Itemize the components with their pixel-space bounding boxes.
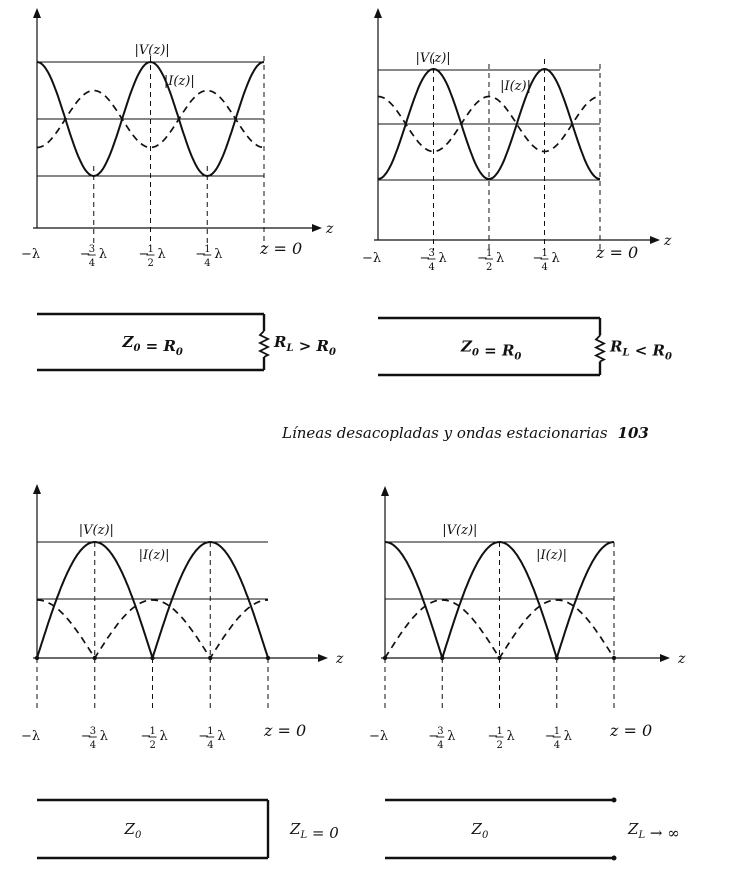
tick-label-three-quarter-num: 3	[89, 726, 97, 737]
tick-label-three-quarter-unit: λ	[99, 729, 108, 744]
tick-label-three-quarter-unit: λ	[447, 729, 456, 744]
tick-label-quarter-num: 1	[207, 726, 214, 737]
tick-label-quarter-den: 4	[541, 262, 548, 273]
z-axis-arrow	[312, 224, 322, 232]
tick-label-quarter-minus: −	[544, 729, 556, 744]
tick-label-three-quarter-num: 3	[437, 726, 444, 737]
tick-label-quarter-unit: λ	[214, 247, 223, 262]
zero-dot	[35, 656, 39, 660]
tick-label-half-den: 2	[496, 740, 503, 751]
zero-dot	[208, 656, 212, 660]
tick-label-quarter-num: 1	[204, 244, 211, 255]
panel-c	[21, 484, 344, 858]
tick-label-half-den: 2	[149, 740, 156, 751]
tick-label-three-quarter-unit: λ	[98, 247, 107, 262]
tick-label-half-minus: −	[138, 247, 150, 262]
tick-label-three-quarter-num: 3	[428, 248, 435, 259]
tick-label-half-minus: −	[140, 729, 152, 744]
origin-label: z = 0	[264, 721, 307, 740]
tick-label-half-num: 1	[486, 248, 493, 259]
tick-label-three-quarter-minus: −	[419, 251, 431, 266]
zero-dot	[383, 656, 387, 660]
tick-label-quarter-unit: λ	[551, 251, 560, 266]
z-axis-label: z	[336, 651, 344, 667]
zero-dot	[555, 656, 559, 660]
zero-dot	[266, 656, 270, 660]
origin-label: z = 0	[596, 243, 639, 262]
zero-dot	[150, 656, 154, 660]
tick-label-quarter	[545, 726, 572, 751]
tick-label-minus-lambda: −λ	[369, 729, 389, 744]
tick-label-three-quarter-unit: λ	[438, 251, 447, 266]
tick-label-three-quarter-den: 4	[89, 740, 97, 751]
vertical-axis-arrow	[33, 484, 41, 494]
load-resistor	[260, 331, 268, 357]
tick-label-three-quarter-minus: −	[80, 729, 92, 744]
vertical-axis-arrow	[374, 8, 382, 18]
tick-label-three-quarter-den: 4	[437, 740, 444, 751]
zero-dot	[497, 656, 501, 660]
tick-label-minus-lambda: −λ	[21, 247, 41, 262]
line-impedance-label: $Z_0$	[124, 820, 142, 841]
open-end-dot	[612, 798, 617, 803]
tick-label-quarter-minus: −	[195, 247, 207, 262]
panel-a	[21, 8, 336, 370]
tick-label-quarter	[195, 244, 222, 269]
tick-label-three-quarter-num: 3	[88, 244, 96, 255]
tick-label-half-den: 2	[486, 262, 493, 273]
current-label: |I(z)|	[500, 79, 531, 94]
tick-label-half-num: 1	[149, 726, 156, 737]
vertical-axis-arrow	[381, 486, 389, 496]
tick-label-half-unit: λ	[159, 729, 168, 744]
tick-label-quarter	[533, 248, 560, 273]
origin-label: z = 0	[260, 239, 303, 258]
line-impedance-label: $Z_0 = R_0$	[461, 337, 522, 363]
tick-label-quarter-den: 4	[553, 740, 561, 751]
current-label: |I(z)|	[163, 74, 195, 89]
tick-label-half-minus: −	[477, 251, 488, 266]
tick-label-half-unit: λ	[496, 251, 505, 266]
panel-b	[362, 8, 672, 375]
z-axis-label: z	[326, 221, 334, 237]
tick-label-half	[139, 244, 166, 269]
tick-label-quarter-num: 1	[541, 248, 548, 259]
line-impedance-label: $Z_0 = R_0$	[122, 333, 183, 358]
tick-label-quarter-unit: λ	[217, 729, 226, 744]
tick-label-half	[488, 726, 515, 751]
tick-label-quarter-den: 4	[207, 740, 214, 751]
voltage-label: |V(z)|	[134, 43, 170, 58]
zero-dot	[440, 656, 444, 660]
z-axis-arrow	[660, 654, 670, 662]
tick-label-three-quarter	[80, 244, 107, 269]
z-axis-arrow	[318, 654, 328, 662]
origin-label: z = 0	[610, 721, 653, 740]
tick-label-three-quarter	[428, 726, 455, 751]
tick-label-three-quarter-minus: −	[428, 729, 440, 744]
current-label: |I(z)|	[138, 548, 170, 563]
zero-dot	[612, 656, 616, 660]
tick-label-half-unit: λ	[506, 729, 515, 744]
z-axis-label: z	[678, 651, 686, 667]
page-header	[282, 424, 649, 442]
tick-label-minus-lambda: −λ	[362, 251, 382, 266]
z-axis-arrow	[650, 236, 660, 244]
running-title: Líneas desacopladas y ondas estacionarias	[282, 424, 608, 442]
load-impedance-label: $Z_L = 0$	[290, 820, 339, 842]
z-axis-label: z	[664, 233, 672, 249]
current-label: |I(z)|	[536, 548, 568, 563]
tick-label-quarter-minus: −	[198, 729, 210, 744]
tick-label-quarter-den: 4	[204, 258, 211, 269]
load-impedance-label: $R_L > R_0$	[274, 333, 336, 358]
voltage-label: |V(z)|	[442, 523, 478, 538]
tick-label-three-quarter	[420, 248, 447, 273]
tick-label-quarter-num: 1	[553, 726, 561, 737]
open-end-dot	[612, 856, 617, 861]
voltage-label: |V(z)|	[78, 523, 114, 538]
line-impedance-label: $Z_0$	[471, 820, 489, 841]
tick-label-half-num: 1	[496, 726, 503, 737]
panel-d	[369, 486, 686, 861]
tick-label-quarter	[198, 726, 225, 751]
load-impedance-label: $Z_L$ → ∞	[628, 820, 680, 842]
vertical-axis-arrow	[33, 8, 41, 18]
load-impedance-label: $R_L < R_0$	[610, 337, 672, 363]
tick-label-half-num: 1	[147, 244, 154, 255]
tick-label-half-unit: λ	[157, 247, 166, 262]
tick-label-half	[141, 726, 168, 751]
page-number: 103	[617, 424, 649, 442]
tick-label-quarter-minus: −	[532, 251, 544, 266]
zero-dot	[93, 656, 97, 660]
tick-label-half	[477, 248, 504, 273]
tick-label-minus-lambda: −λ	[21, 729, 41, 744]
tick-label-quarter-unit: λ	[563, 729, 572, 744]
tick-label-three-quarter-den: 4	[88, 258, 96, 269]
load-resistor	[596, 336, 604, 362]
tick-label-three-quarter	[81, 726, 108, 751]
tick-label-three-quarter-minus: −	[79, 247, 91, 262]
voltage-label: |V(z)|	[415, 51, 451, 66]
current-curve	[37, 600, 268, 658]
tick-label-three-quarter-den: 4	[428, 262, 435, 273]
tick-label-half-minus: −	[487, 729, 499, 744]
tick-label-half-den: 2	[147, 258, 154, 269]
